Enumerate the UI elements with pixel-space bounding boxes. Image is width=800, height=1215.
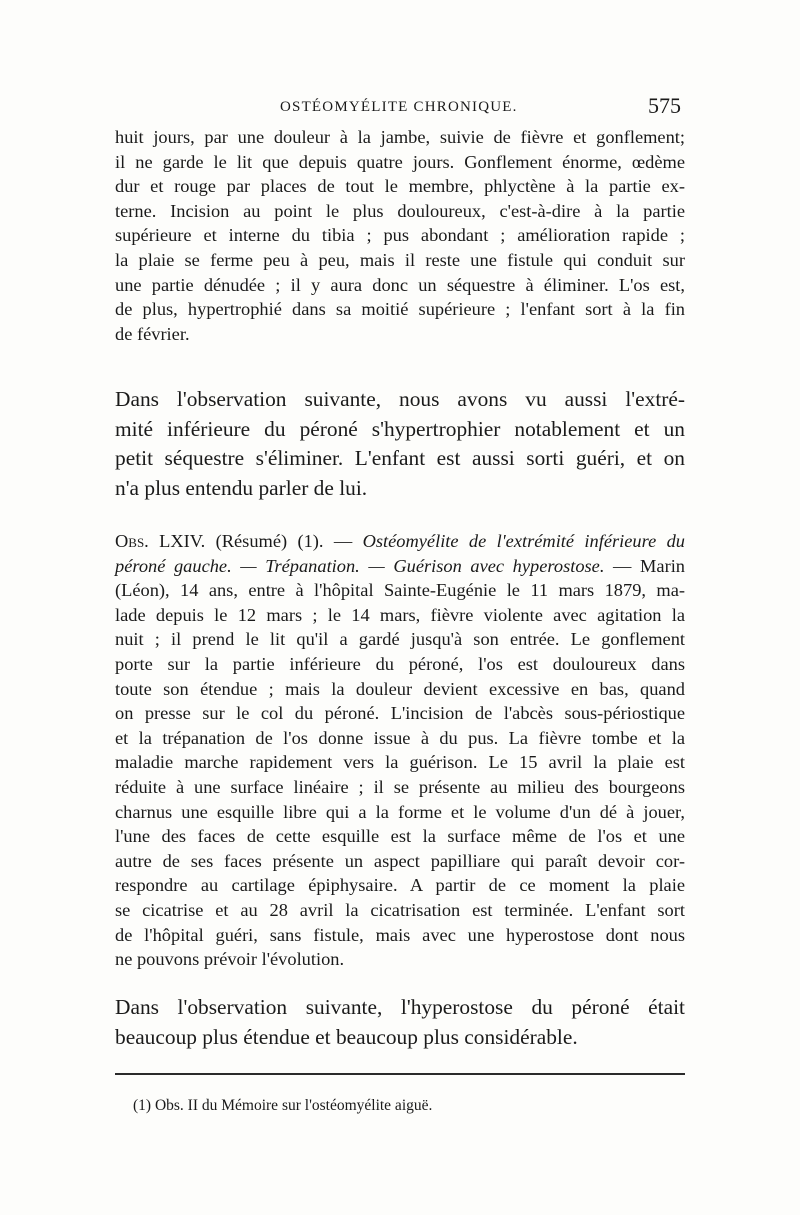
text-line: de février. bbox=[115, 323, 190, 344]
text-line: la plaie se ferme peu à peu, mais il reste une fistule qui conduit sur bbox=[115, 249, 685, 270]
text-line: Dans l'observation suivante, l'hyperostose du péroné était bbox=[115, 995, 685, 1019]
observation-heading-line bbox=[115, 529, 685, 554]
paragraph-next-observation bbox=[115, 993, 685, 1052]
text-line: supérieure et interne du tibia ; pus abondant ; amélioration rapide ; bbox=[115, 225, 685, 246]
text-line: lade depuis le 12 mars ; le 14 mars, fièvre violente avec agitation la bbox=[115, 604, 685, 625]
text-line: toute son étendue ; mais la douleur devient excessive en bas, quand bbox=[115, 678, 685, 699]
text-line: réduite à une surface linéaire ; il se présente au milieu des bourgeons bbox=[115, 776, 685, 797]
text-line: une partie dénudée ; il y aura donc un séquestre à éliminer. L'os est, bbox=[115, 274, 685, 295]
text-line: de plus, hypertrophié dans sa moitié supérieure ; l'enfant sort à la fin bbox=[115, 299, 685, 320]
text-line: maladie marche rapidement vers la guérison. Le 15 avril la plaie est bbox=[115, 752, 685, 773]
text-line: terne. Incision au point le plus douloureux, c'est-à-dire à la partie bbox=[115, 200, 685, 221]
observation-lxiv bbox=[115, 529, 685, 972]
page-number: 575 bbox=[648, 93, 681, 118]
text-line: porte sur la partie inférieure du péroné, l'os est douloureux dans bbox=[115, 653, 685, 674]
observation-summary-ref: (Résumé) (1). — bbox=[205, 531, 363, 551]
patient-name-start: — Marin bbox=[604, 555, 685, 576]
footnote: (1) Obs. II du Mémoire sur l'ostéomyélite aiguë. bbox=[133, 1097, 433, 1114]
text-line: huit jours, par une douleur à la jambe, suivie de fièvre et gonflement; bbox=[115, 127, 685, 147]
text-line: de l'hôpital guéri, sans fistule, mais avec une hyperostose dont nous bbox=[115, 924, 685, 945]
footnote-divider bbox=[115, 1073, 685, 1075]
observation-title-part: Ostéomyélite de l'extrémité inférieure du bbox=[362, 531, 685, 551]
text-line: (Léon), 14 ans, entre à l'hôpital Sainte-Eugénie le 11 mars 1879, ma- bbox=[115, 580, 685, 601]
text-line: dur et rouge par places de tout le membre, phlyctène à la partie ex- bbox=[115, 176, 685, 197]
text-line: Dans l'observation suivante, nous avons vu aussi l'extré- bbox=[115, 387, 685, 411]
observation-label: Obs. LXIV. bbox=[115, 531, 206, 551]
text-line: charnus une esquille libre qui a la forme et le volume d'un dé à jouer, bbox=[115, 801, 685, 822]
text-line: petit séquestre s'éliminer. L'enfant est aussi sorti guéri, et on bbox=[115, 446, 685, 471]
text-line: mité inférieure du péroné s'hypertrophier notablement et un bbox=[115, 416, 685, 441]
paragraph-commentary bbox=[115, 385, 685, 503]
observation-title-part: péroné gauche. — Trépanation. — Guérison avec hyperostose. bbox=[115, 555, 605, 576]
text-line: il ne garde le lit que depuis quatre jours. Gonflement énorme, œdème bbox=[115, 151, 685, 172]
text-line: ne pouvons prévoir l'évolution. bbox=[115, 949, 345, 970]
running-title: OSTÉOMYÉLITE CHRONIQUE. bbox=[280, 99, 518, 115]
text-line: beaucoup plus étendue et beaucoup plus considérable. bbox=[115, 1024, 578, 1049]
text-line: se cicatrise et au 28 avril la cicatrisation est terminée. L'enfant sort bbox=[115, 899, 685, 920]
text-line: on presse sur le col du péroné. L'incision de l'abcès sous-périostique bbox=[115, 703, 685, 724]
text-line: nuit ; il prend le lit qu'il a gardé jusqu'à son entrée. Le gonflement bbox=[115, 629, 685, 650]
text-line: autre de ses faces présente un aspect papilliare qui paraît devoir cor- bbox=[115, 850, 685, 871]
paragraph-continued-case bbox=[115, 125, 685, 346]
text-line: et la trépanation de l'os donne issue à du pus. La fièvre tombe et la bbox=[115, 727, 685, 748]
page-header bbox=[115, 93, 685, 123]
text-line: respondre au cartilage épiphysaire. A partir de ce moment la plaie bbox=[115, 875, 685, 896]
text-line: n'a plus entendu parler de lui. bbox=[115, 475, 368, 500]
observation-heading-line bbox=[115, 554, 685, 579]
text-line: l'une des faces de cette esquille est la surface même de l'os et une bbox=[115, 826, 685, 847]
